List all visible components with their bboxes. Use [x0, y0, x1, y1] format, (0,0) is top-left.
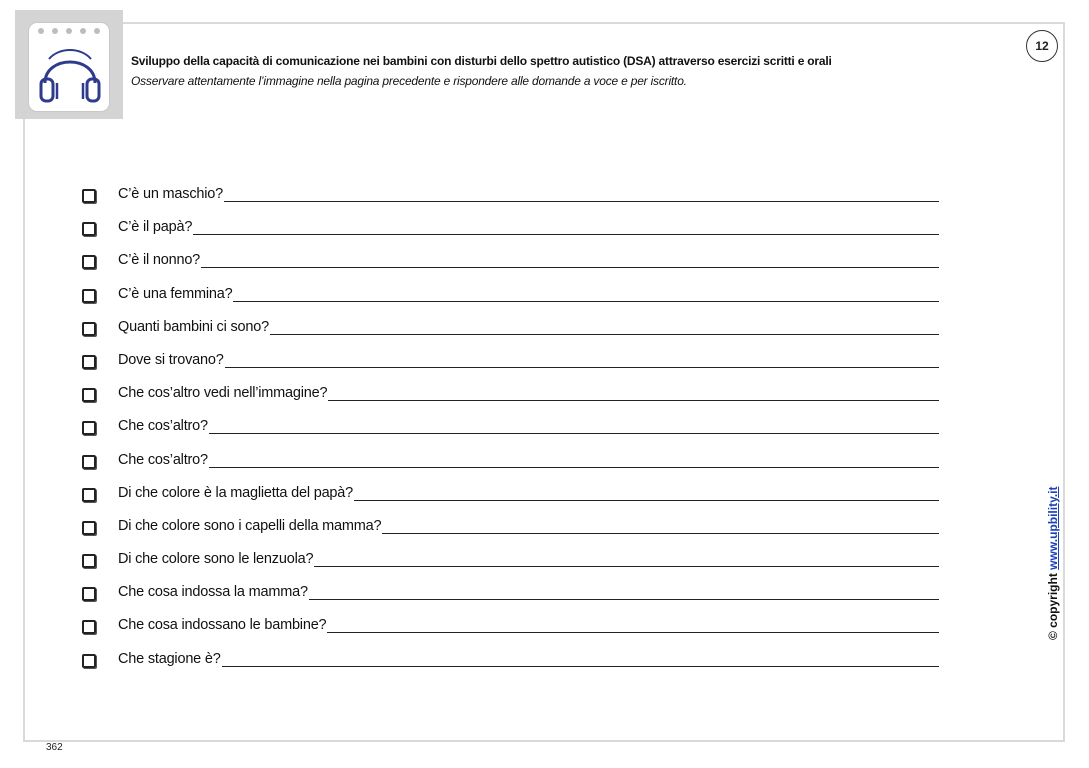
page-number: 362: [46, 742, 63, 753]
question-checkbox[interactable]: [82, 587, 96, 601]
question-text: C’è il nonno?: [118, 252, 201, 269]
question-row: [82, 252, 939, 285]
question-line: [118, 651, 939, 668]
question-line: [118, 485, 939, 502]
question-checkbox[interactable]: [82, 388, 96, 402]
question-row: [82, 651, 939, 684]
question-checkbox[interactable]: [82, 355, 96, 369]
notebook-rings: [38, 28, 100, 34]
question-row: [82, 617, 939, 650]
question-row: [82, 551, 939, 584]
page-badge: 12: [1026, 30, 1058, 62]
question-row: [82, 319, 939, 352]
question-checkbox[interactable]: [82, 421, 96, 435]
question-row: [82, 352, 939, 385]
question-text: Che cosa indossa la mamma?: [118, 584, 308, 601]
question-row: [82, 518, 939, 551]
question-line: [118, 186, 939, 203]
question-text: Che cos’altro vedi nell’immagine?: [118, 385, 328, 402]
question-checkbox[interactable]: [82, 322, 96, 336]
question-text: C’è un maschio?: [118, 186, 223, 202]
question-line: [118, 252, 939, 269]
page-instructions: Osservare attentamente l’immagine nella pagina precedente e rispondere alle domande a voce e per iscritto.: [131, 74, 687, 88]
question-row: [82, 186, 939, 219]
answer-line[interactable]: [209, 467, 939, 468]
answer-line[interactable]: [193, 234, 939, 235]
question-line: [118, 617, 939, 634]
question-text: Di che colore sono i capelli della mamma?: [118, 517, 382, 534]
answer-line[interactable]: [354, 500, 939, 501]
question-line: [118, 551, 939, 568]
answer-line[interactable]: [382, 533, 939, 534]
headphones-icon: [37, 39, 103, 107]
question-text: C’è una femmina?: [118, 285, 233, 302]
answer-line[interactable]: [270, 334, 939, 335]
question-row: [82, 418, 939, 451]
question-text: Che stagione è?: [118, 650, 221, 667]
question-checkbox[interactable]: [82, 455, 96, 469]
question-checkbox[interactable]: [82, 521, 96, 535]
question-text: Quanti bambini ci sono?: [118, 318, 269, 335]
question-row: [82, 286, 939, 319]
question-line: [118, 219, 939, 236]
question-row: [82, 219, 939, 252]
question-checkbox[interactable]: [82, 255, 96, 269]
question-text: Che cos’altro?: [118, 451, 208, 468]
answer-line[interactable]: [233, 301, 939, 302]
question-checkbox[interactable]: [82, 488, 96, 502]
question-checkbox[interactable]: [82, 289, 96, 303]
question-row: [82, 584, 939, 617]
question-line: [118, 518, 939, 535]
question-row: [82, 385, 939, 418]
question-text: Che cosa indossano le bambine?: [118, 617, 327, 634]
question-list: [82, 186, 939, 684]
answer-line[interactable]: [327, 632, 939, 633]
question-checkbox[interactable]: [82, 620, 96, 634]
copyright-link[interactable]: www.upbility.it: [1046, 486, 1060, 570]
question-text: Dove si trovano?: [118, 351, 224, 368]
question-checkbox[interactable]: [82, 222, 96, 236]
copyright-text: © copyright: [1046, 573, 1060, 640]
answer-line[interactable]: [314, 566, 939, 567]
question-line: [118, 319, 939, 336]
answer-line[interactable]: [328, 400, 939, 401]
question-line: [118, 352, 939, 369]
copyright-notice: [1046, 486, 1060, 640]
question-text: Che cos’altro?: [118, 418, 208, 435]
question-line: [118, 385, 939, 402]
page-title: Sviluppo della capacità di comunicazione nei bambini con disturbi dello spettro autistico (DSA) attraverso esercizi scritti e orali: [131, 54, 832, 68]
answer-line[interactable]: [309, 599, 939, 600]
question-text: Di che colore sono le lenzuola?: [118, 551, 314, 568]
question-row: [82, 485, 939, 518]
answer-line[interactable]: [209, 433, 939, 434]
question-checkbox[interactable]: [82, 654, 96, 668]
question-line: [118, 452, 939, 469]
question-row: [82, 452, 939, 485]
question-text: C’è il papà?: [118, 219, 193, 236]
question-checkbox[interactable]: [82, 189, 96, 203]
answer-line[interactable]: [222, 666, 939, 667]
question-line: [118, 418, 939, 435]
question-line: [118, 584, 939, 601]
answer-line[interactable]: [224, 201, 939, 202]
answer-line[interactable]: [225, 367, 939, 368]
question-line: [118, 286, 939, 303]
notebook-graphic: [28, 22, 110, 112]
logo: [15, 10, 123, 119]
question-text: Di che colore è la maglietta del papà?: [118, 484, 354, 501]
question-checkbox[interactable]: [82, 554, 96, 568]
answer-line[interactable]: [201, 267, 939, 268]
